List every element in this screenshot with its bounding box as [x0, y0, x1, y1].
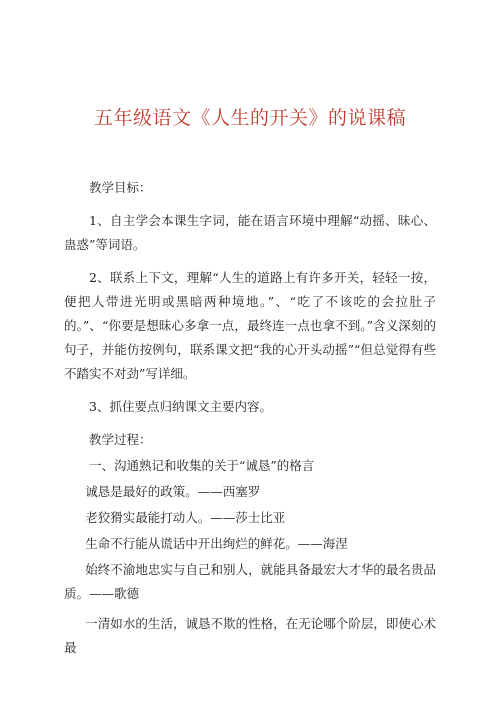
paragraph-quote-4: 始终不渝地忠实与自己和别人，就能具备最宏大才华的最名贵品质。——歌德: [64, 562, 436, 601]
paragraph-quote-1: 诚恳是最好的政策。——西塞罗: [85, 484, 261, 499]
paragraph-goal-1: 1、自主学会本课生字词，能在语言环境中理解“动摇、昧心、蛊惑”等词语。: [64, 213, 436, 252]
paragraph-quote-5: 一清如水的生活，诚恳不欺的性格，在无论哪个阶层，即使心术最: [64, 616, 436, 655]
document-body: [64, 176, 436, 660]
paragraph-quote-2: 老狡猾实最能打动人。——莎士比亚: [85, 510, 286, 525]
paragraph-section-1-heading: 一、沟通熟记和收集的关于“诚恳”的格言: [89, 458, 315, 473]
document-title: 五年级语文《人生的开关》的说课稿: [93, 107, 406, 129]
paragraph-teaching-process-heading: 教学过程：: [89, 432, 152, 447]
paragraph-teaching-goals-heading: 教学目标：: [89, 180, 152, 195]
paragraph-goal-3: 3、抓住要点归纳课文主要内容。: [89, 399, 272, 414]
paragraph-goal-2: 2、联系上下文，理解“人生的道路上有许多开关，轻轻一按，便把人带进光明或黑暗两种境地。”、“吃了不该吃的会拉肚子的。”、“你要是想昧心多拿一点，最终连一点也拿不到。”含义深刻的句子，并能仿按例句，联系课文把“我的心开头动摇”“但总觉得有些不踏实不对劲”写详细。: [64, 270, 436, 381]
paragraph-quote-3: 生命不行能从谎话中开出绚烂的鲜花。——海涅: [85, 536, 348, 551]
